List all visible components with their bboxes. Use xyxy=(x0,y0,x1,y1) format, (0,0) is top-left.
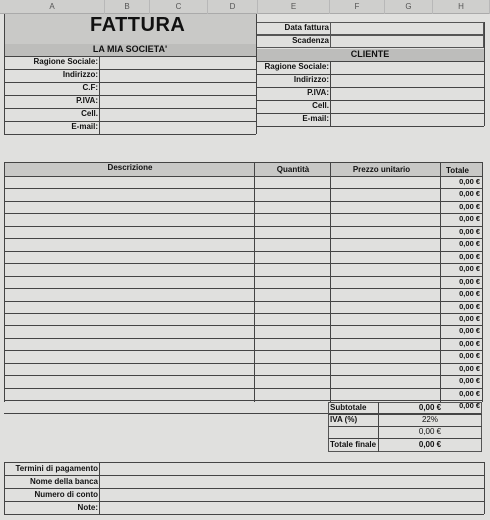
due-date-label: Scadenza xyxy=(292,36,329,45)
table-row[interactable] xyxy=(5,277,481,288)
row-total-value: 0,00 € xyxy=(459,226,480,236)
invoice-date-field[interactable] xyxy=(330,22,484,35)
row-total-value: 0,00 € xyxy=(459,351,480,361)
table-row[interactable] xyxy=(5,339,481,350)
account-number-label: Numero di conto xyxy=(34,490,98,499)
table-row[interactable] xyxy=(5,177,481,188)
client-phone-label: Cell. xyxy=(312,101,329,110)
column-header-a[interactable]: A xyxy=(0,0,105,14)
column-header-f[interactable]: F xyxy=(330,0,385,14)
subtotal-value: 0,00 € xyxy=(418,403,442,412)
table-row[interactable] xyxy=(5,227,481,238)
row-total-value: 0,00 € xyxy=(459,388,480,398)
seller-cf-label: C.F: xyxy=(82,83,98,92)
bank-name-label: Nome della banca xyxy=(29,477,98,486)
notes-field[interactable] xyxy=(100,502,483,514)
col-total-header: Totale xyxy=(446,166,469,175)
table-row[interactable] xyxy=(5,239,481,250)
company-name: LA MIA SOCIETA' xyxy=(92,44,168,54)
vat-amount-value: 0,00 € xyxy=(418,427,442,436)
column-header-bar xyxy=(0,0,490,14)
seller-email-label: E-mail: xyxy=(71,122,98,131)
row-total-value: 0,00 € xyxy=(459,313,480,323)
account-number-field[interactable] xyxy=(100,489,483,501)
table-row[interactable] xyxy=(5,314,481,325)
invoice-date-label: Data fattura xyxy=(284,23,329,32)
col-unit-price-header: Prezzo unitario xyxy=(352,165,411,174)
row-total-value: 0,00 € xyxy=(459,401,480,411)
seller-fields-input-area[interactable] xyxy=(100,57,255,133)
col-description-header: Descrizione xyxy=(107,163,153,172)
row-total-value: 0,00 € xyxy=(459,289,480,299)
row-total-value: 0,00 € xyxy=(459,239,480,249)
table-row[interactable] xyxy=(5,189,481,200)
table-row[interactable] xyxy=(5,326,481,337)
column-header-g[interactable]: G xyxy=(385,0,433,14)
row-total-value: 0,00 € xyxy=(459,338,480,348)
client-heading: CLIENTE xyxy=(350,49,390,59)
table-row[interactable] xyxy=(5,214,481,225)
table-row[interactable] xyxy=(5,252,481,263)
final-total-label: Totale finale xyxy=(330,440,377,449)
seller-company-label: Ragione Sociale: xyxy=(33,57,98,66)
column-header-h[interactable]: H xyxy=(433,0,490,14)
table-row[interactable] xyxy=(5,364,481,375)
client-address-label: Indirizzo: xyxy=(293,75,329,84)
invoice-title: FATTURA xyxy=(90,14,186,36)
table-row[interactable] xyxy=(5,389,481,400)
seller-address-label: Indirizzo: xyxy=(62,70,98,79)
row-total-value: 0,00 € xyxy=(459,326,480,336)
row-total-value: 0,00 € xyxy=(459,363,480,373)
row-total-value: 0,00 € xyxy=(459,201,480,211)
col-quantity-header: Quantità xyxy=(276,165,310,174)
bank-name-field[interactable] xyxy=(100,476,483,488)
row-total-value: 0,00 € xyxy=(459,189,480,199)
column-header-d[interactable]: D xyxy=(208,0,258,14)
table-row[interactable] xyxy=(5,202,481,213)
row-total-value: 0,00 € xyxy=(459,376,480,386)
client-fields-input-area[interactable] xyxy=(331,62,483,125)
vat-percent-field[interactable]: 22% xyxy=(421,415,438,424)
row-total-value: 0,00 € xyxy=(459,251,480,261)
client-email-label: E-mail: xyxy=(302,114,329,123)
client-company-label: Ragione Sociale: xyxy=(264,62,329,71)
row-total-value: 0,00 € xyxy=(459,264,480,274)
notes-label: Note: xyxy=(77,503,98,512)
row-total-value: 0,00 € xyxy=(459,214,480,224)
seller-piva-label: P.IVA: xyxy=(76,96,98,105)
table-row[interactable] xyxy=(5,264,481,275)
table-row[interactable] xyxy=(5,351,481,362)
final-total-value: 0,00 € xyxy=(418,440,442,449)
payment-terms-label: Termini di pagamento xyxy=(15,464,98,473)
vat-label: IVA (%) xyxy=(330,415,358,424)
seller-phone-label: Cell. xyxy=(81,109,98,118)
table-row[interactable] xyxy=(5,289,481,300)
due-date-field[interactable] xyxy=(330,35,484,48)
payment-terms-field[interactable] xyxy=(100,463,483,475)
column-header-e[interactable]: E xyxy=(258,0,330,14)
row-total-value: 0,00 € xyxy=(459,177,480,186)
table-row[interactable] xyxy=(5,302,481,313)
column-header-b[interactable]: B xyxy=(105,0,150,14)
subtotal-label: Subtotale xyxy=(330,403,367,412)
row-total-value: 0,00 € xyxy=(459,276,480,286)
client-piva-label: P.IVA: xyxy=(307,88,329,97)
table-row[interactable] xyxy=(5,376,481,387)
column-header-c[interactable]: C xyxy=(150,0,208,14)
row-total-value: 0,00 € xyxy=(459,301,480,311)
